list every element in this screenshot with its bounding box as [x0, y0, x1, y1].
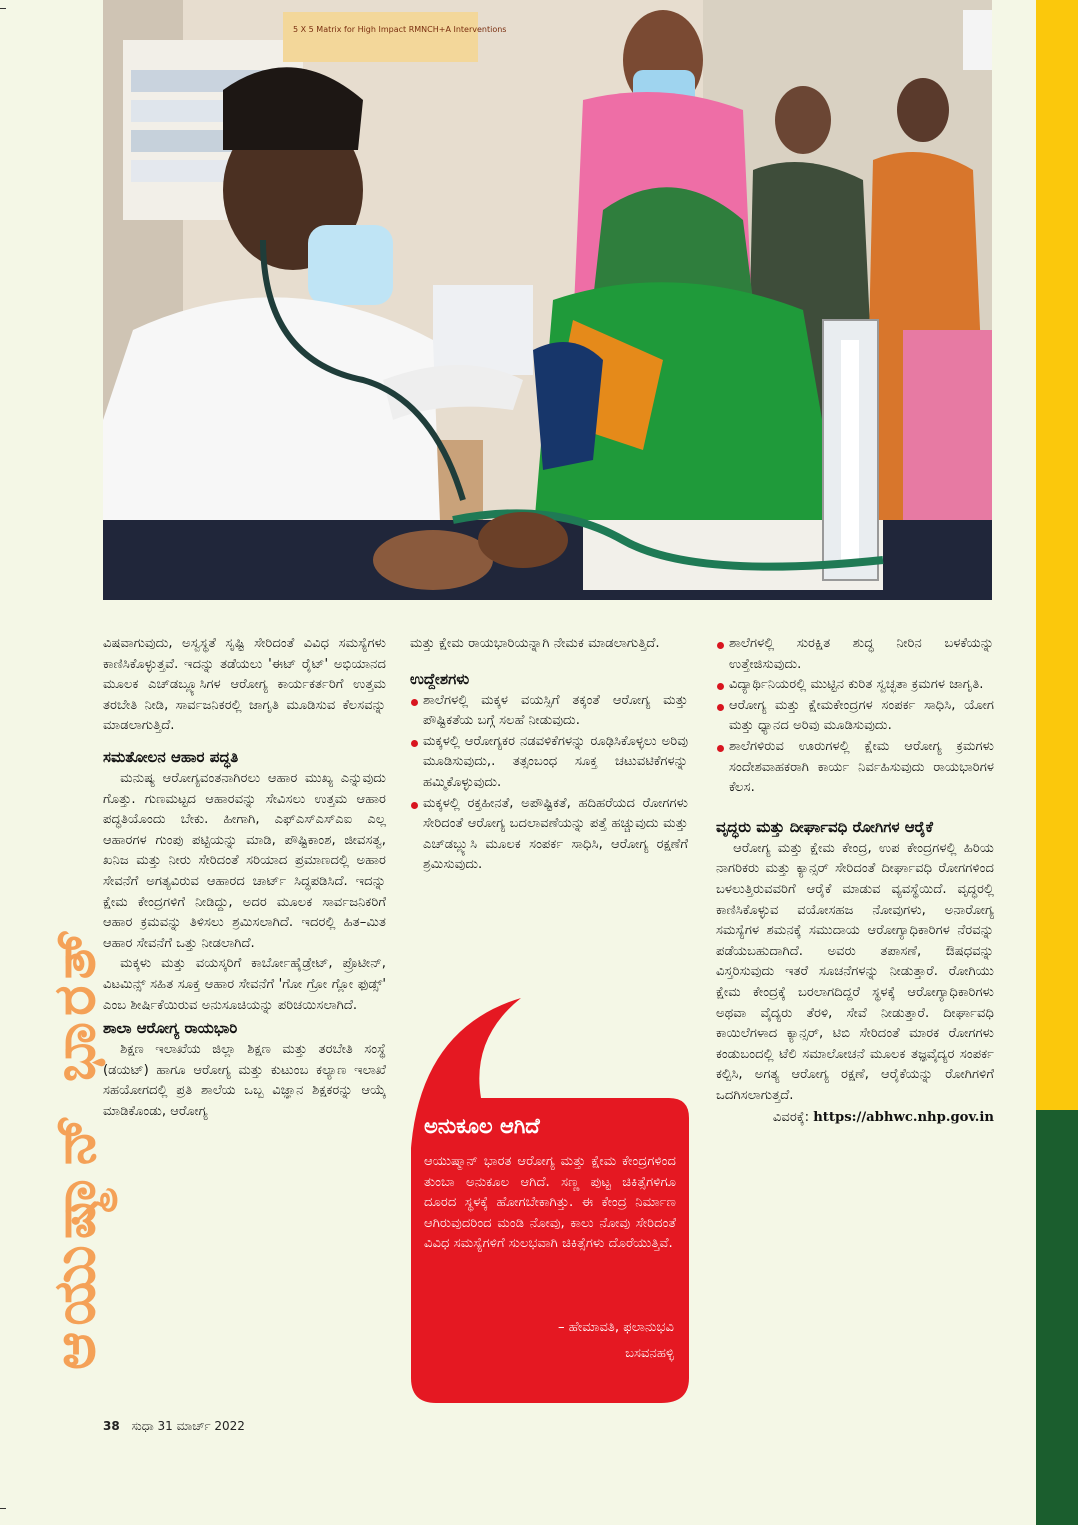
- more-info-link[interactable]: https://abhwc.nhp.gov.in: [813, 1110, 994, 1126]
- list-item: ಮಕ್ಕಳಲ್ಲಿ ರಕ್ತಹೀನತೆ, ಅಪೌಷ್ಟಿಕತೆ, ಹದಿಹರೆಯದ ರೋಗಗಳು ಸೇರಿದಂತೆ ಆರೋಗ್ಯ ಬದಲಾವಣೆಯನ್ನು ಪತ್ತೆ ಹಚ್ಚುವುದು ಮತ್ತು ಎಚ್‌ಡಬ್ಲ್ಯುಸಿ ಮೂಲಕ ಸಂಪರ್ಕ ಸಾಧಿಸಿ, ಆರೋಗ್ಯ ರಕ್ಷಣೆಗೆ ಶ್ರಮಿಸುವುದು.: [410, 794, 688, 876]
- heading-school-health-ambassador: ಶಾಲಾ ಆರೋಗ್ಯ ರಾಯಭಾರಿ: [103, 1019, 238, 1038]
- article-column-3: [716, 634, 994, 1129]
- col3-paragraph-1: ಆರೋಗ್ಯ ಮತ್ತು ಕ್ಷೇಮ ಕೇಂದ್ರ, ಉಪ ಕೇಂದ್ರಗಳಲ್ಲಿ ಹಿರಿಯ ನಾಗರಿಕರು ಮತ್ತು ಕ್ಯಾನ್ಸರ್ ಸೇರಿದಂತೆ ದೀರ್ಘಾವಧಿ ರೋಗಗಳಿಂದ ಬಳಲುತ್ತಿರುವವರಿಗೆ ಆರೈಕೆ ಮಾಡುವ ವ್ಯವಸ್ಥೆಯಿದೆ. ವೃದ್ಧರಲ್ಲಿ ಕಾಣಿಸಿಕೊಳ್ಳುವ ವಯೋಸಹಜ ನೋವುಗಳು, ಅನಾರೋಗ್ಯ ಸಮಸ್ಯೆಗಳ ಶಮನಕ್ಕೆ ಸಮುದಾಯ ಆರೋಗ್ಯಾಧಿಕಾರಿಗಳ ನೆರವನ್ನು ಪಡೆಯಬಹುದಾಗಿದೆ. ಅವರು ತಪಾಸಣೆ, ಔಷಧವನ್ನು ವಿಸ್ತರಿಸುವುದು ಇತರೆ ಸೂಚನೆಗಳನ್ನು ನೀಡುತ್ತಾರೆ. ರೋಗಿಯು ಕ್ಷೇಮ ಕೇಂದ್ರಕ್ಕೆ ಬರಲಾಗದಿದ್ದರೆ ಸ್ಥಳಕ್ಕೆ ಆರೋಗ್ಯಾಧಿಕಾರಿಗಳು ಅಥವಾ ವೈದ್ಯರು ತೆರಳಿ, ಸೇವೆ ನೀಡುತ್ತಾರೆ. ದೀರ್ಘಾವಧಿ ಕಾಯಿಲೆಗಳಾದ ಕ್ಯಾನ್ಸರ್, ಟಿಬಿ ಸೇರಿದಂತೆ ಮಾರಕ ರೋಗಗಳು ಕಂಡುಬಂದಲ್ಲಿ ಟೆಲಿ ಸಮಾಲೋಚನೆ ಮೂಲಕ ತಜ್ಞವೈದ್ಯರ ಸಂಪರ್ಕ ಕಲ್ಪಿಸಿ, ಅಗತ್ಯ ಆರೋಗ್ಯ ರಕ್ಷಣೆ, ಆರೈಕೆಯನ್ನು ರೋಗಿಗಳಿಗೆ ಒದಗಿಸಲಾಗುತ್ತದೆ.: [716, 840, 994, 1103]
- article-photo: [103, 0, 992, 600]
- quote-attribution-place: ಬಸವನಹಳ್ಳಿ: [625, 1346, 674, 1361]
- heading-objectives: ಉದ್ದೇಶಗಳು: [410, 669, 470, 688]
- list-item: ಶಾಲೆಗಳಲ್ಲಿ ಸುರಕ್ಷಿತ ಶುದ್ಧ ನೀರಿನ ಬಳಕೆಯನ್ನು ಉತ್ತೇಜಿಸುವುದು.: [716, 634, 994, 675]
- more-info-line: [716, 1108, 994, 1129]
- list-item: ಶಾಲೆಗಳಲ್ಲಿ ಮಕ್ಕಳ ವಯಸ್ಸಿಗೆ ತಕ್ಕಂತೆ ಆರೋಗ್ಯ ಮತ್ತು ಪೌಷ್ಟಿಕತೆಯ ಬಗ್ಗೆ ಸಲಹೆ ನೀಡುವುದು.: [410, 691, 688, 732]
- section-title-text: ಆಯುಷ್ಮಾನ್ ಭಾರತ್: [40, 923, 108, 1370]
- list-item: ವಿದ್ಯಾರ್ಥಿನಿಯರಲ್ಲಿ ಮುಟ್ಟಿನ ಕುರಿತ ಸ್ವಚ್ಛತಾ ಕ್ರಮಗಳ ಜಾಗೃತಿ.: [716, 675, 994, 696]
- crop-mark: [0, 1508, 6, 1509]
- edge-stripe-yellow: [1036, 0, 1078, 1110]
- more-info-label: ವಿವರಕ್ಕೆ:: [772, 1110, 810, 1126]
- quote-attribution-name: – ಹೇಮಾವತಿ, ಫಲಾನುಭವಿ: [558, 1320, 674, 1335]
- article-column-2: [410, 634, 688, 876]
- list-item: ಮಕ್ಕಳಲ್ಲಿ ಆರೋಗ್ಯಕರ ನಡವಳಿಕೆಗಳನ್ನು ರೂಢಿಸಿಕೊಳ್ಳಲು ಅರಿವು ಮೂಡಿಸುವುದು,. ತತ್ಸಂಬಂಧ ಸೂಕ್ತ ಚಟುವಟಿಕೆಗಳನ್ನು ಹಮ್ಮಿಕೊಳ್ಳುವುದು.: [410, 732, 688, 794]
- col1-paragraph-3: ಮಕ್ಕಳು ಮತ್ತು ವಯಸ್ಕರಿಗೆ ಕಾರ್ಬೋಹೈಡ್ರೇಟ್, ಪ್ರೊಟೀನ್, ವಿಟಮಿನ್ಸ್ ಸಹಿತ ಸೂಕ್ತ ಆಹಾರ ಸೇವನೆಗೆ 'ಗೋ ಗ್ರೋ ಗ್ಲೋ ಫುಡ್ಸ್' ಎಂಬ ಶೀರ್ಷಿಕೆಯಿರುವ ಅನುಸೂಚಿಯನ್ನು ಪರಿಚಯಿಸಲಾಗಿದೆ.: [103, 956, 386, 1013]
- heading-elderly-care: ವೃದ್ಧರು ಮತ್ತು ದೀರ್ಘಾವಧಿ ರೋಗಿಗಳ ಆರೈಕೆ: [716, 817, 934, 836]
- col1-paragraph-2: ಮನುಷ್ಯ ಆರೋಗ್ಯವಂತನಾಗಿರಲು ಆಹಾರ ಮುಖ್ಯ ಎನ್ನುವುದು ಗೊತ್ತು. ಗುಣಮಟ್ಟದ ಆಹಾರವನ್ನು ಸೇವಿಸಲು ಉತ್ತಮ ಆಹಾರ ಪದ್ಧತಿಯೊಂದು ಬೇಕು. ಹೀಗಾಗಿ, ಎಫ್‌ಎಸ್ಎಸ್ಎಐ ಎಲ್ಲ ಆಹಾರಗಳ ಗುಂಪು ಪಟ್ಟಿಯನ್ನು ಮಾಡಿ, ಪೌಷ್ಟಿಕಾಂಶ, ಜೀವಸತ್ವ, ಖನಿಜ ಮತ್ತು ನೀರು ಸೇರಿದಂತೆ ಸರಿಯಾದ ಪ್ರಮಾಣದಲ್ಲಿ ಅಹಾರ ಸೇವನೆಗೆ ಅಗತ್ಯವಿರುವ ಆಹಾರದ ಚಾರ್ಟ್ ಸಿದ್ಧಪಡಿಸಿದೆ. ಇದನ್ನು ಕ್ಷೇಮ ಕೇಂದ್ರಗಳಿಗೆ ನೀಡಿದ್ದು, ಅದರ ಮೂಲಕ ಸಾರ್ವಜನಿಕರಿಗೆ ಆಹಾರ ಕ್ರಮವನ್ನು ತಿಳಿಸಲು ಶ್ರಮಿಸಲಾಗಿದೆ. ಇದರಲ್ಲಿ ಹಿತ–ಮಿತ ಆಹಾರ ಸೇವನೆಗೆ ಒತ್ತು ನೀಡಲಾಗಿದೆ.: [103, 770, 386, 951]
- quote-body: ಆಯುಷ್ಮಾನ್ ಭಾರತ ಆರೋಗ್ಯ ಮತ್ತು ಕ್ಷೇಮ ಕೇಂದ್ರಗಳಿಂದ ತುಂಬಾ ಅನುಕೂಲ ಆಗಿದೆ. ಸಣ್ಣ ಪುಟ್ಟ ಚಿಕಿತ್ಸೆಗಳಿಗೂ ದೂರದ ಸ್ಥಳಕ್ಕೆ ಹೋಗಬೇಕಾಗಿತ್ತು. ಈ ಕೇಂದ್ರ ನಿರ್ಮಾಣ ಆಗಿರುವುದರಿಂದ ಮಂಡಿ ನೋವು, ಕಾಲು ನೋವು ಸೇರಿದಂತೆ ವಿವಿಧ ಸಮಸ್ಯೆಗಳಿಗೆ ಸುಲಭವಾಗಿ ಚಿಕಿತ್ಸೆಗಳು ದೊರೆಯುತ್ತಿವೆ.: [424, 1154, 676, 1252]
- col1-paragraph-1: ವಿಷವಾಗುವುದು, ಅಸ್ವಸ್ಥತೆ ಸೃಷ್ಟಿ ಸೇರಿದಂತೆ ವಿವಿಧ ಸಮಸ್ಯೆಗಳು ಕಾಣಿಸಿಕೊಳ್ಳುತ್ತವೆ. ಇದನ್ನು ತಡೆಯಲು 'ಈಟ್ ರೈಟ್' ಅಭಿಯಾನದ ಮೂಲಕ ಎಚ್‌ಡಬ್ಲ್ಯೂಸಿಗಳ ಆರೋಗ್ಯ ಕಾರ್ಯಕರ್ತರಿಗೆ ಉತ್ತಮ ತರಬೇತಿ ನೀಡಿ, ಸಾರ್ವಜನಿಕರಲ್ಲಿ ಜಾಗೃತಿ ಮೂಡಿಸುವ ಕೆಲಸವನ್ನು ಮಾಡಲಾಗುತ್ತಿದೆ.: [103, 636, 386, 734]
- crop-mark: [0, 8, 6, 9]
- page-number: 38: [103, 1419, 120, 1433]
- list-item: ಆರೋಗ್ಯ ಮತ್ತು ಕ್ಷೇಮಕೇಂದ್ರಗಳ ಸಂಪರ್ಕ ಸಾಧಿಸಿ, ಯೋಗ ಮತ್ತು ಧ್ಯಾನದ ಅರಿವು ಮೂಡಿಸುವುದು.: [716, 696, 994, 737]
- heading-balanced-diet: ಸಮತೋಲನ ಆಹಾರ ಪದ್ಧತಿ: [103, 747, 239, 766]
- quote-text: [424, 1152, 676, 1255]
- col1-paragraph-4: ಶಿಕ್ಷಣ ಇಲಾಖೆಯ ಜಿಲ್ಲಾ ಶಿಕ್ಷಣ ಮತ್ತು ತರಬೇತಿ ಸಂಸ್ಥೆ (ಡಯಟ್) ಹಾಗೂ ಆರೋಗ್ಯ ಮತ್ತು ಕುಟುಂಬ ಕಲ್ಯಾಣ ಇಲಾಖೆ ಸಹಯೋಗದಲ್ಲಿ ಪ್ರತಿ ಶಾಲೆಯ ಒಬ್ಬ ವಿಜ್ಞಾನ ಶಿಕ್ಷಕರನ್ನು ಆಯ್ಕೆ ಮಾಡಿಕೊಂಡು, ಆರೋಗ್ಯ: [103, 1042, 386, 1119]
- col2-paragraph-1: ಮತ್ತು ಕ್ಷೇಮ ರಾಯಭಾರಿಯನ್ನಾಗಿ ನೇಮಕ ಮಾಡಲಾಗುತ್ತಿದೆ.: [410, 636, 660, 651]
- magazine-issue: ಸುಧಾ 31 ಮಾರ್ಚ್ 2022: [131, 1419, 245, 1433]
- page-footer: [103, 1419, 245, 1434]
- duties-list: [716, 634, 994, 799]
- photo-poster-text: 5 X 5 Matrix for High Impact RMNCH+A Interventions: [293, 25, 507, 34]
- objectives-list: [410, 691, 688, 876]
- list-item: ಶಾಲೆಗಳಿರುವ ಊರುಗಳಲ್ಲಿ ಕ್ಷೇಮ ಆರೋಗ್ಯ ಕ್ರಮಗಳು ಸಂದೇಶವಾಹಕರಾಗಿ ಕಾರ್ಯ ನಿರ್ವಹಿಸುವುದು ರಾಯಭಾರಿಗಳ ಕೆಲಸ.: [716, 737, 994, 799]
- edge-stripe-green: [1036, 1110, 1078, 1525]
- quote-title: ಅನುಕೂಲ ಆಗಿದೆ: [424, 1114, 540, 1138]
- article-column-1: [103, 634, 386, 1122]
